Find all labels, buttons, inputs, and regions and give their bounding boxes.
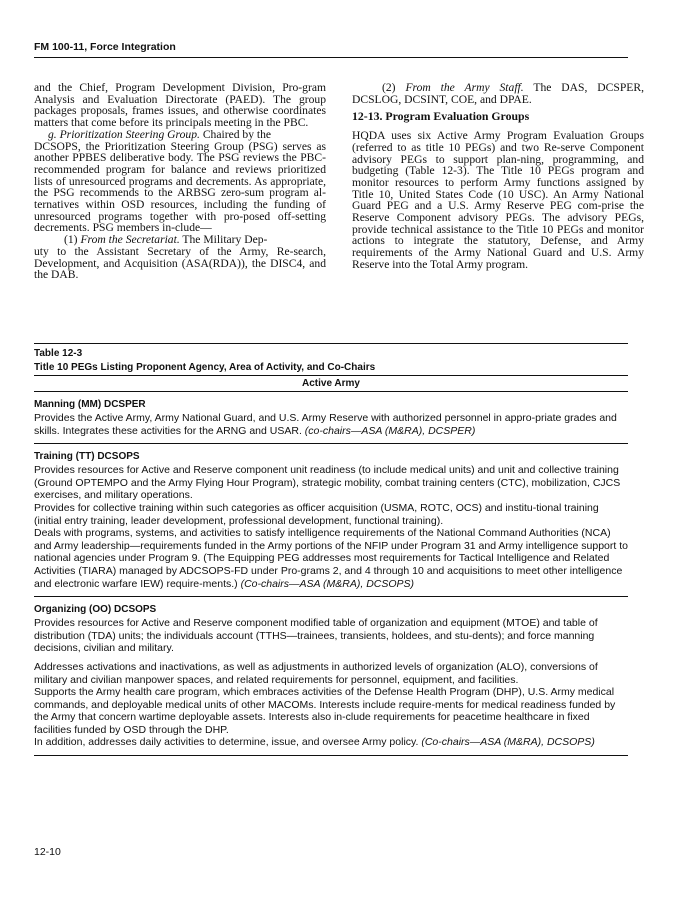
table-subheader: Active Army [302, 378, 360, 389]
secretariat-label: From the Secretariat. [80, 233, 180, 247]
entry-text: Supports the Army health care program, which embraces activities of the Defense Health Program (DHP), U.S. Army medical commands, and deployable medical units of other MACOMs. Interests include require-ments for medical readiness funded by the Army that concern wartime deployable assets. Interests also in-clude requirements for peacetime healthcare in fixed facilities funded by OSD through the DHP. [34, 686, 616, 736]
entry-text: In addition, addresses daily activities to determine, issue, and oversee Army policy. (Co-chairs—ASA (M&RA), DCSOPS) [34, 736, 595, 749]
page-number: 12-10 [34, 846, 61, 858]
table-row-manning [34, 392, 628, 443]
table-title: Title 10 PEGs Listing Proponent Agency, Area of Activity, and Co-Chairs [34, 362, 376, 373]
right-column [352, 82, 644, 271]
table-row-organizing [34, 597, 628, 755]
army-staff-label: From the Army Staff. [405, 81, 524, 94]
entry-text: Provides for collective training within such categories as officer acquisition (USMA, ROTC, OCS) and institu-tional training (initial entry training, leader development, professional development, functional training). [34, 501, 599, 527]
list-item-army-staff: (2) From the Army Staff. The DAS, DCSPER, DCSLOG, DCSINT, COE, and DPAE. [352, 81, 644, 106]
entry-cochairs: (Co-chairs—ASA (M&RA), DCSOPS) [421, 736, 595, 749]
entry-heading: Training (TT) DCSOPS [34, 451, 140, 463]
left-column [34, 82, 326, 281]
entry-heading: Manning (MM) DCSPER [34, 399, 146, 410]
section-heading: 12-13. Program Evaluation Groups [352, 109, 530, 124]
paragraph-secretariat-cont: uty to the Assistant Secretary of the Army, Re-search, Development, and Acquisition (ASA(RDA)), the DISC4, and the DAB. [34, 244, 326, 282]
paragraph-paed: and the Chief, Program Development Division, Pro-gram Analysis and Evaluation Directorate (PAED). The group packages proposals, frames issues, and otherwise coordinates matters that come before its principals meeting in the PBC. [34, 81, 326, 130]
paragraph-peg: HQDA uses six Active Army Program Evaluation Groups (referred to as title 10 PEGs) and two Re-serve Component advisory PEGs to support plan-ning, programming, and budgeting (Table 12-3). The Title 10 PEGs program and monitor resources to perform Army functions assigned by Title 10, United States Code (10 USC). An Army National Guard PEG and a U.S. Army Reserve PEG com-prise the Reserve Component advisory PEGs. The advisory PEGs, provide technical assistance to the Title 10 PEGs and monitor actions to integrate the statutory, Defense, and Army requirements of the Army National Guard and U.S. Army Reserve into the Total Army program. [352, 129, 644, 271]
list-item-secretariat: (1) From the Secretariat. The Military Dep- [64, 233, 268, 247]
entry-text: Provides resources for Active and Reserve component unit readiness (to include medical units) and unit and collective training (Ground OPTEMPO and the Army Flying Hour Program), strategic mobility, combat training centers (CTC), mobilization, CJCS exercises, and military operations. [34, 464, 621, 502]
entry-text: Provides the Active Army, Army National Guard, and U.S. Army Reserve with authorized personnel in appro-priate grades and skills. Integrates these activities for the ARNG and USAR. (co-chairs—ASA (M&RA), DCSPER) [34, 412, 617, 437]
entry-text: Deals with programs, systems, and activities to satisfy intelligence requirements of the National Command Authorities (NCA) and Army leadership—requirements funded in the Army portions of the NFIP under Program 31 and Army intelligence support to national agencies under Program 9. (The Equipping PEG addresses most requirements for Tactical Intelligence and Related Activities (TIARA) managed by ADCSOPS-FD under Pro-grams 2, and 4 through 10 and acquisitions to meet other intelligence and electronic warfare IEW) require-ments.) (Co-chairs—ASA (M&RA), DCSOPS) [34, 527, 628, 590]
psg-label: g. Prioritization Steering Group. [48, 127, 200, 141]
table-12-3 [34, 343, 628, 756]
paragraph-psg: DCSOPS, the Prioritization Steering Group (PSG) serves as another PPBES deliberative body. The PSG reviews the PBC-recommended program for balance and reviews prioritized lists of unresourced programs and decrements. As appropriate, the PSG recommends to the ARBSG zero-sum program al-ternatives within OSD resources, including the funding of unresourced programs together with pro-posed off-setting decrements. PSG members in-clude— [34, 139, 326, 235]
psg-lead: Chaired by the [202, 127, 272, 141]
entry-text: Addresses activations and inactivations, as well as adjustments in authorized levels of organization (ALO), conversions of military and civilian manpower spaces, and related requirements for personnel, equipment, and facilities. [34, 660, 598, 686]
table-bottom-rule [34, 755, 628, 756]
table-id: Table 12-3 [34, 348, 83, 359]
entry-heading: Organizing (OO) DCSOPS [34, 604, 157, 616]
header-rule [34, 57, 628, 58]
entry-cochairs: (co-chairs—ASA (M&RA), DCSPER) [304, 424, 476, 437]
running-header: FM 100-11, Force Integration [34, 41, 176, 53]
table-row-training [34, 444, 628, 596]
paragraph-psg-intro [34, 129, 326, 141]
entry-text: Provides resources for Active and Reserve component modified table of organization and equipment (MTOE) and table of distribution (TDA) units; the individuals account (TTHS—trainees, transients, holdees, and stu-dents); and force manning decisions, civilian and military. [34, 617, 598, 655]
entry-cochairs: (Co-chairs—ASA (M&RA), DCSOPS) [240, 577, 415, 590]
